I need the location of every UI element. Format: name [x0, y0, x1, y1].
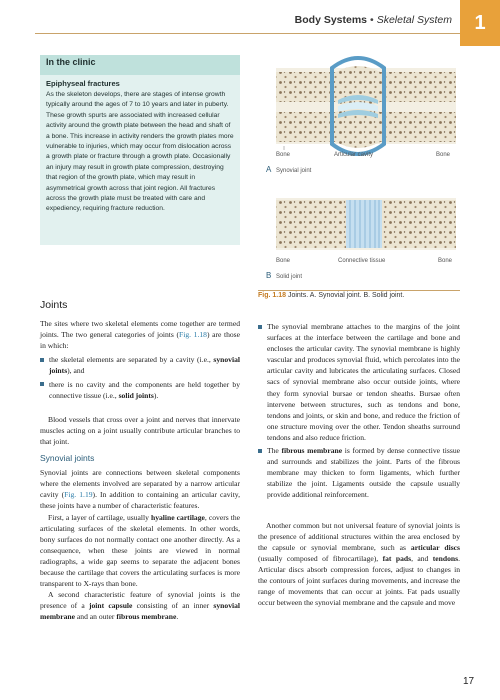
running-head — [295, 14, 452, 26]
list-item: The fibrous membrane is formed by dense connective tissue and surrounds and stabilizes the joint. Parts of the fibrous membrane may thicken to form ligaments, which further stabilize the joint. Ligaments outside the capsule usually provide additional reinforcement. — [258, 445, 460, 500]
figure-caption — [258, 292, 460, 299]
label-b-bone-right: Bone — [438, 258, 453, 264]
text-column-right — [258, 318, 460, 608]
running-head-separator: • — [370, 14, 374, 26]
list-item: there is no cavity and the components are held together by connective tissue (i.e., solid joints). — [40, 379, 240, 401]
connective-tissue — [346, 200, 382, 248]
bone-top — [276, 66, 456, 107]
bone-b-right — [382, 200, 456, 248]
heading-joints: Joints — [40, 299, 68, 311]
bone-b-left — [276, 200, 346, 248]
running-head-section: Body Systems — [294, 14, 368, 26]
text-column-left — [40, 300, 240, 622]
paragraph-vessels: Blood vessels that cross over a joint and nerves that innervate muscles acting on a joint usually contribute articular branches to that joint. — [40, 414, 240, 446]
paragraph-cartilage: First, a layer of cartilage, usually hyaline cartilage, covers the articulating surfaces of the skeletal elements. In other words, bony surfaces do not normally contact one another directly. As a consequence, when these joints are viewed in normal radiographs, a wide gap seems to separate the adjacent bones because the cartilage that covers the articulating surfaces is more transparent to X-rays than bone. — [40, 512, 240, 589]
joint-category-list — [40, 354, 240, 400]
header-rule — [35, 33, 460, 34]
figure-caption-a: Synovial joint — [276, 168, 312, 174]
figure-joints — [258, 50, 460, 290]
list-item: the skeletal elements are separated by a cavity (i.e., synovial joints), and — [40, 354, 240, 376]
synovial-joint-diagram — [266, 58, 456, 174]
label-bone-right: Bone — [436, 152, 451, 158]
page-header — [0, 0, 500, 34]
figure-caption-rule — [258, 290, 460, 291]
paragraph-capsule: A second characteristic feature of synovial joints is the presence of a joint capsule consisting of an inner synovial membrane and an outer fibrous membrane. — [40, 590, 241, 622]
paragraph-intro: The sites where two skeletal elements come together are termed joints. The two general categories of joints (Fig. 1.18) are those in which: — [40, 319, 241, 351]
figure-caption-number: Fig. 1.18 — [258, 292, 287, 299]
label-connective-tissue: Connective tissue — [338, 258, 386, 264]
label-articular-cavity: Articular cavity — [334, 152, 374, 158]
clinic-box-title: In the clinic — [40, 55, 240, 75]
subheading-synovial-joints: Synovial joints — [40, 453, 95, 464]
link-fig-1-19[interactable]: Fig. 1.19 — [64, 490, 93, 500]
figure-caption-text: Joints. A. Synovial joint. B. Solid joint. — [287, 292, 405, 299]
paragraph-synovial: Synovial joints are connections between skeletal components where the elements involved are separated by a narrow articular cavity (Fig. 1.19). In addition to containing an articular cavity, these joints have a number of characteristic features. — [40, 468, 241, 511]
page-number: 17 — [463, 676, 475, 687]
figure-letter-b: B — [266, 271, 272, 280]
paragraph-additional-structures: Another common but not universal feature of synovial joints is the presence of additional structures within the area enclosed by the capsule or synovial membrane, such as articular discs (usually composed of fibrocartilage), fat pads, and tendons. Articular discs absorb compression forces, adjust to changes in the contours of joint surfaces during movements, and increase the range of movements that can occur at joints. Fat pads usually occur between the synovial membrane and the capsule and move — [258, 520, 461, 608]
membrane-list — [258, 321, 460, 501]
joints-illustration — [258, 50, 460, 290]
label-bone-left: Bone — [276, 152, 291, 158]
link-fig-1-18[interactable]: Fig. 1.18 — [179, 330, 207, 340]
clinic-box-text: As the skeleton develops, there are stages of intense growth typically around the ages of 7 to 10 years and later in puberty. These growth spurts are associated with increased cellular activity around the growth plate between the head and shaft of a bone. This increase in activity renders the growth plates more vulnerable to injuries, which may occur from dislocation across a growth plate or fracture through a growth plate. Occasionally an injury may result in growth plate compression, destroying that region of the growth plate, which may result in asymmetrical growth across that joint region. All fractures across the growth plate must be treated with care and expediency, requiring fracture reduction. — [46, 91, 234, 213]
solid-joint-diagram — [266, 198, 456, 280]
figure-caption-b: Solid joint — [276, 274, 303, 280]
running-head-subsection: Skeletal System — [376, 14, 452, 26]
chapter-tab: 1 — [460, 0, 500, 46]
figure-letter-a: A — [266, 165, 272, 174]
list-item: The synovial membrane attaches to the margins of the joint surfaces at the interface between the cartilage and bone and encloses the articular cavity. The synovial membrane is highly vascular and produces synovial fluid, which percolates into the articular cavity and lubricates the articulating surfaces. Closed sacs of synovial membrane also occur outside joints, where they form synovial bursae or tendon sheaths. Bursae often intervene between structures, such as tendons and bone, tendons and joints, or skin and bone, and reduce the friction of one structure moving over the other. Tendon sheaths surround tendons and also reduce friction. — [258, 321, 460, 443]
clinic-box-subtitle: Epiphyseal fractures — [46, 79, 120, 88]
clinic-box — [40, 55, 240, 245]
label-b-bone-left: Bone — [276, 258, 291, 264]
